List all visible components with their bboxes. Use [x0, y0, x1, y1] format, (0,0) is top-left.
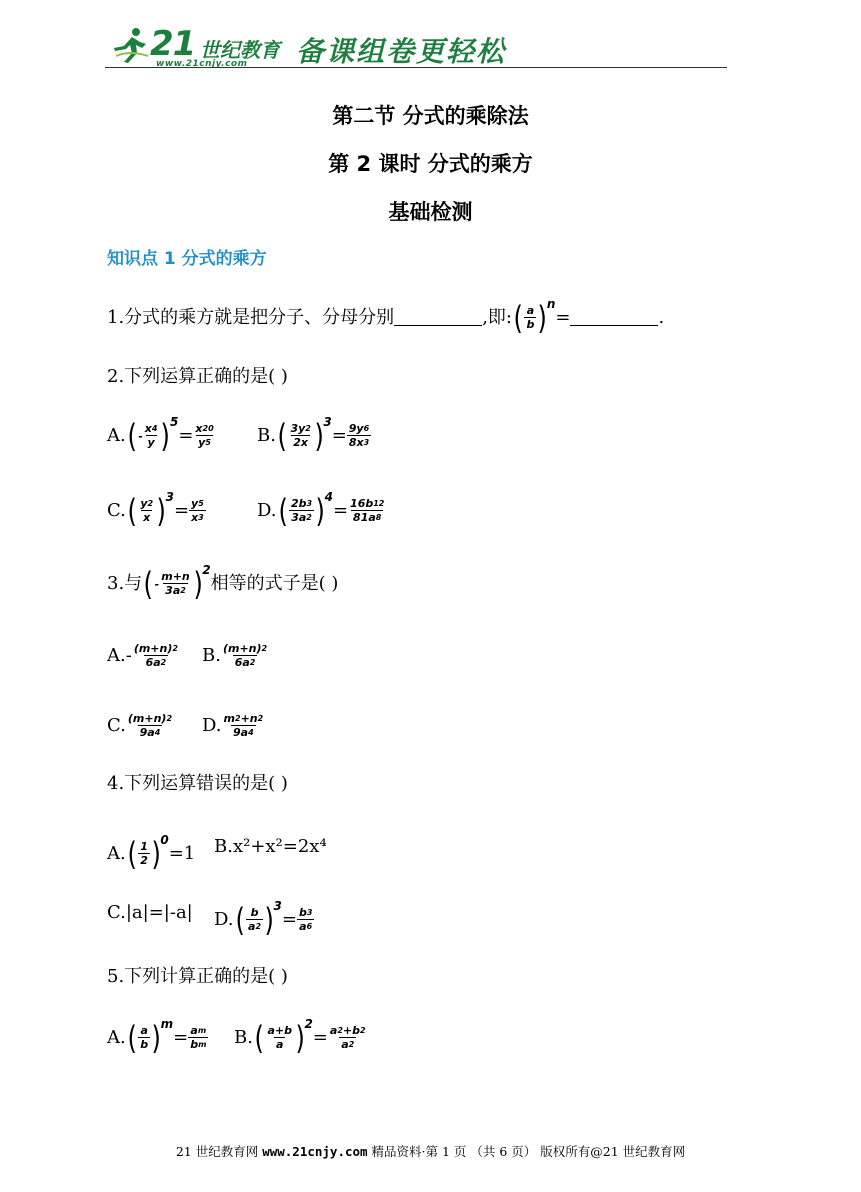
logo-number: 21: [150, 24, 196, 64]
knowledge-point-heading: 知识点 1 分式的乘方: [107, 249, 267, 269]
test-title: 基础检测: [388, 200, 473, 224]
page-footer: [0, 1142, 861, 1160]
question-1: 1.分式的乘方就是把分子、分母分别 ,即: ( $\frac{a}{b}$ ) n = .: [107, 297, 665, 337]
q3-option-b: B. $\frac{(m+n)2}{6a2}$: [202, 642, 268, 670]
q2-option-b: B. ( $\frac{3y2}{2x}$ ) 3 = $\frac{9y6}{8x3}$: [257, 415, 370, 455]
q2-option-c: C. ( $\frac{y2}{x}$ ) 3 = $\frac{y5}{x3}$: [107, 490, 204, 530]
q5-option-a: A. ( $\frac{a}{b}$ ) m = $\frac{am}{bm}$: [107, 1017, 207, 1057]
header-divider: [105, 67, 727, 68]
question-4-stem: 4.下列运算错误的是( ): [107, 773, 288, 794]
q3-option-a: A.- $\frac{(m+n)2}{6a2}$: [107, 642, 178, 670]
q4-option-a: A. ( $\frac{1}{2}$ ) 0 =1: [107, 833, 196, 873]
footer-url[interactable]: www.21cnjy.com: [262, 1144, 368, 1159]
footer-site: 21 世纪教育网: [175, 1144, 259, 1159]
question-5-stem: 5.下列计算正确的是( ): [107, 966, 288, 987]
q1-eq: =: [555, 307, 571, 328]
q1-formula: ( $\frac{a}{b}$ ) n: [513, 297, 556, 337]
q4-option-b: B.x²+x²=2x⁴: [214, 836, 327, 857]
q5-option-b: B. ( $\frac{a+b}{a}$ ) 2 = $\frac{a2+b2}{a2}$: [234, 1017, 366, 1057]
header-slogan: 备课组卷更轻松: [296, 35, 507, 68]
q1-blank-2[interactable]: [570, 311, 658, 326]
q1-text: 1.分式的乘方就是把分子、分母分别: [107, 307, 395, 328]
header-logo: [110, 24, 730, 70]
logo-url: www.21cnjy.com: [156, 59, 248, 69]
q4-option-c: C.|a|=|-a|: [107, 902, 193, 923]
q4-option-d: D. ( $\frac{b}{a2}$ ) 3 = $\frac{b3}{a6}$: [214, 899, 313, 939]
runner-logo-icon: [110, 26, 150, 64]
logo-chinese: 世纪教育: [200, 38, 280, 62]
q3-option-c: C. $\frac{(m+n)2}{9a4}$: [107, 712, 173, 740]
q1-blank-1[interactable]: [394, 311, 482, 326]
question-3-stem: 3.与 ( - $\frac{m+n}{3a2}$ ) 2 相等的式子是( ): [107, 563, 339, 603]
section-title: 第二节 分式的乘除法: [332, 104, 529, 128]
lesson-title: 第 2 课时 分式的乘方: [328, 152, 533, 176]
q3-option-d: D. $\frac{m2+n2}{9a4}$: [202, 712, 264, 740]
q1-mid: ,即:: [482, 307, 512, 328]
q2-option-a: A. ( - $\frac{x4}{y}$ ) 5 = $\frac{x20}{y5}$: [107, 415, 214, 455]
question-2-stem: 2.下列运算正确的是( ): [107, 366, 288, 387]
q2-option-d: D. ( $\frac{2b3}{3a2}$ ) 4 = $\frac{16b12}{81a8}$: [257, 490, 385, 530]
footer-info: 精品资料·第 1 页 （共 6 页） 版权所有@21 世纪教育网: [371, 1144, 686, 1159]
